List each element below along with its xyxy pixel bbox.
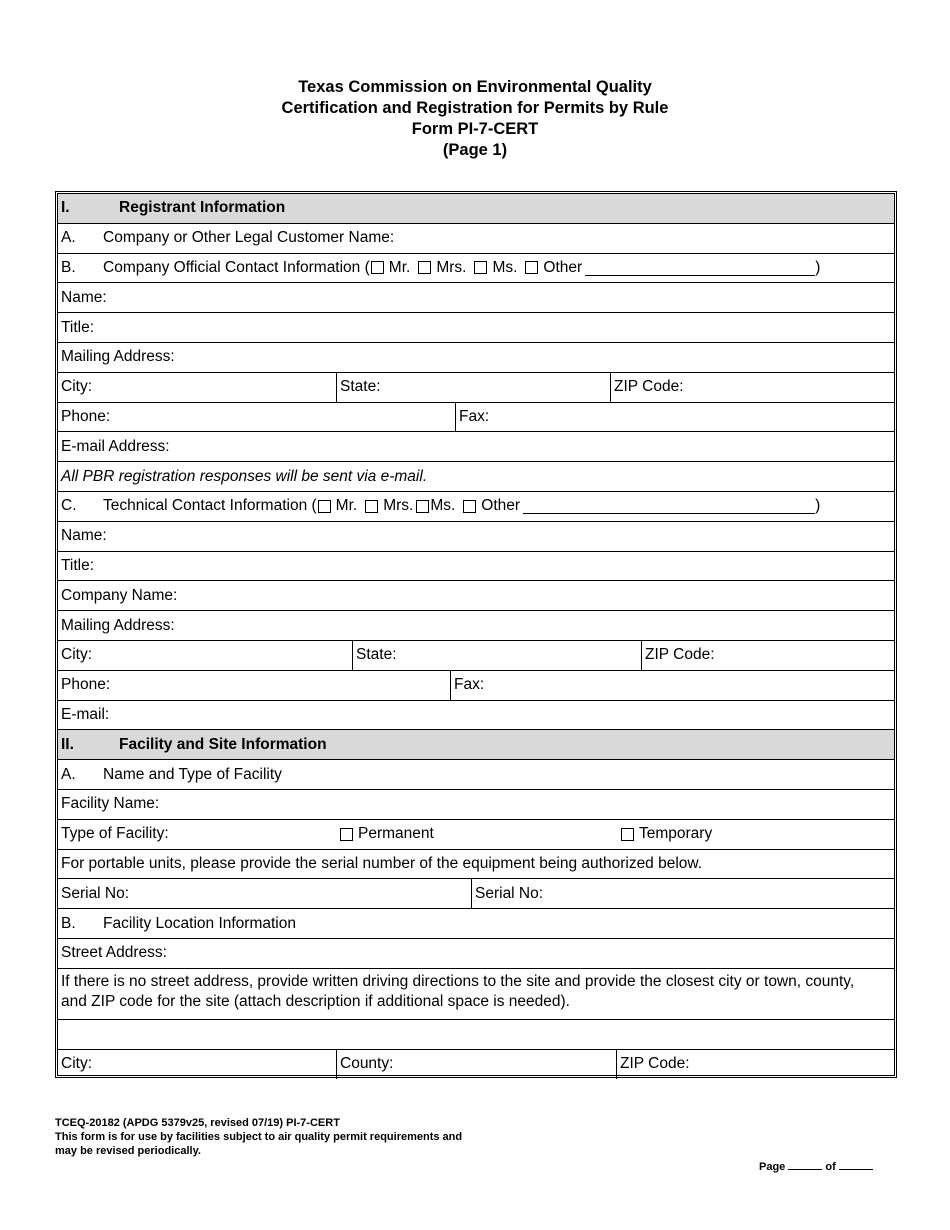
- technical-company-row[interactable]: [58, 581, 894, 611]
- email-label: E-mail Address:: [61, 437, 170, 455]
- tech-mr-label: Mr.: [335, 497, 358, 515]
- technical-title-row[interactable]: [58, 552, 894, 582]
- item-letter: B.: [61, 258, 76, 276]
- item-letter: C.: [61, 497, 77, 515]
- official-phone-fax-row: [58, 403, 894, 433]
- technical-email-row[interactable]: [58, 701, 894, 731]
- phone-field[interactable]: [58, 671, 450, 700]
- portable-note-row: [58, 850, 894, 880]
- official-contact-row: [58, 254, 894, 284]
- page-total-input[interactable]: [839, 1159, 873, 1170]
- facility-location-label: Facility Location Information: [103, 914, 296, 932]
- other-title-input[interactable]: [585, 260, 815, 276]
- company-name-label: Company Name:: [61, 586, 178, 604]
- title-label: Title:: [61, 556, 95, 574]
- name-label: Name:: [61, 288, 107, 306]
- official-city-state-zip-row: [58, 373, 894, 403]
- page-number-input[interactable]: [788, 1159, 822, 1170]
- mrs-checkbox[interactable]: [418, 261, 431, 274]
- title-label: Title:: [61, 318, 95, 336]
- state-label: State:: [340, 378, 381, 396]
- item-letter: A.: [61, 765, 76, 783]
- serial-number-label: Serial No:: [475, 884, 544, 902]
- mailing-address-label: Mailing Address:: [61, 616, 175, 634]
- zip-label: ZIP Code:: [620, 1055, 690, 1073]
- zip-label: ZIP Code:: [645, 646, 715, 664]
- agency-title: Texas Commission on Environmental Quality: [298, 78, 652, 96]
- official-email-row[interactable]: [58, 432, 894, 462]
- city-label: City:: [61, 378, 92, 396]
- tech-other-title-input[interactable]: [523, 498, 815, 514]
- city-field[interactable]: [58, 641, 352, 670]
- facility-name-type-label: Name and Type of Facility: [103, 765, 282, 783]
- street-address-label: Street Address:: [61, 944, 167, 962]
- county-label: County:: [340, 1055, 394, 1073]
- email-note-row: [58, 462, 894, 492]
- form-title: Certification and Registration for Permits by Rule: [281, 99, 669, 117]
- state-field[interactable]: [336, 373, 610, 402]
- temporary-checkbox[interactable]: [621, 828, 634, 841]
- directions-note: If there is no street address, provide written driving directions to the site and provide the closest city or town, county, and ZIP code for the site (attach description if additional space is needed).: [61, 972, 855, 1010]
- permanent-label: Permanent: [358, 825, 434, 843]
- serial-number-label: Serial No:: [61, 884, 130, 902]
- ms-label: Ms.: [492, 258, 518, 276]
- form-number: Form PI-7-CERT: [411, 120, 539, 138]
- technical-contact-label: Technical Contact Information (: [103, 497, 317, 515]
- name-label: Name:: [61, 527, 107, 545]
- site-city-county-zip-row: [58, 1050, 894, 1080]
- fax-field[interactable]: [455, 403, 894, 432]
- of-label: of: [825, 1161, 836, 1173]
- section-facility-header: [58, 730, 894, 760]
- city-label: City:: [61, 646, 92, 664]
- email-label: E-mail:: [61, 705, 110, 723]
- section-number: I.: [61, 199, 70, 217]
- technical-name-row[interactable]: [58, 522, 894, 552]
- street-address-row[interactable]: [58, 939, 894, 969]
- ms-checkbox[interactable]: [474, 261, 487, 274]
- temporary-label: Temporary: [639, 825, 713, 843]
- form-header: [0, 77, 950, 161]
- facility-type-row: [58, 820, 894, 850]
- tech-mrs-label: Mrs.: [383, 497, 414, 515]
- facility-type-label: Type of Facility:: [61, 825, 169, 843]
- serial-number-field-2[interactable]: [471, 879, 894, 908]
- item-letter: A.: [61, 229, 76, 247]
- tech-ms-checkbox[interactable]: [416, 500, 429, 513]
- other-label: Other: [543, 258, 583, 276]
- facility-name-label: Facility Name:: [61, 795, 160, 813]
- serial-number-field-1[interactable]: [58, 879, 471, 908]
- footer-note-2: may be revised periodically.: [55, 1145, 201, 1157]
- city-label: City:: [61, 1055, 92, 1073]
- registration-form: [55, 191, 897, 1078]
- facility-name-type-row: [58, 760, 894, 790]
- section-registrant-header: [58, 194, 894, 224]
- item-letter: B.: [61, 914, 76, 932]
- footer-note-1: This form is for use by facilities subject to air quality permit requirements and: [55, 1131, 463, 1143]
- city-field[interactable]: [58, 373, 336, 402]
- company-name-row[interactable]: [58, 224, 894, 254]
- close-paren: ): [815, 497, 821, 515]
- section-number: II.: [61, 735, 74, 753]
- official-title-row[interactable]: [58, 313, 894, 343]
- fax-label: Fax:: [459, 407, 490, 425]
- official-name-row[interactable]: [58, 283, 894, 313]
- official-mailing-row[interactable]: [58, 343, 894, 373]
- zip-field[interactable]: [616, 1050, 894, 1080]
- tech-other-label: Other: [481, 497, 521, 515]
- mr-label: Mr.: [388, 258, 411, 276]
- page-count: [759, 1159, 873, 1173]
- permanent-checkbox[interactable]: [340, 828, 353, 841]
- page-indicator: (Page 1): [442, 141, 508, 159]
- zip-field[interactable]: [610, 373, 894, 402]
- zip-label: ZIP Code:: [614, 378, 684, 396]
- technical-contact-row: [58, 492, 894, 522]
- technical-city-state-zip-row: [58, 641, 894, 671]
- directions-note-row: [58, 969, 894, 1020]
- fax-label: Fax:: [454, 676, 485, 694]
- phone-label: Phone:: [61, 407, 111, 425]
- email-note: All PBR registration responses will be sent via e-mail.: [61, 467, 428, 485]
- mailing-address-label: Mailing Address:: [61, 348, 175, 366]
- state-label: State:: [356, 646, 397, 664]
- directions-input-row[interactable]: [58, 1020, 894, 1050]
- form-revision: TCEQ-20182 (APDG 5379v25, revised 07/19) PI-7-CERT: [55, 1117, 340, 1129]
- facility-name-row[interactable]: [58, 790, 894, 820]
- official-contact-label: Company Official Contact Information (: [103, 258, 370, 276]
- state-field[interactable]: [352, 641, 641, 670]
- technical-phone-fax-row: [58, 671, 894, 701]
- facility-location-row: [58, 909, 894, 939]
- county-field[interactable]: [336, 1050, 616, 1080]
- fax-field[interactable]: [450, 671, 894, 700]
- tech-ms-label: Ms.: [430, 497, 456, 515]
- close-paren: ): [815, 258, 821, 276]
- form-footer: [55, 1116, 462, 1158]
- other-checkbox[interactable]: [525, 261, 538, 274]
- zip-field[interactable]: [641, 641, 894, 670]
- city-field[interactable]: [58, 1050, 336, 1080]
- tech-mr-checkbox[interactable]: [318, 500, 331, 513]
- phone-field[interactable]: [58, 403, 455, 432]
- page-label: Page: [759, 1161, 786, 1173]
- phone-label: Phone:: [61, 676, 111, 694]
- serial-number-row: [58, 879, 894, 909]
- mr-checkbox[interactable]: [371, 261, 384, 274]
- company-name-label: Company or Other Legal Customer Name:: [103, 229, 395, 247]
- technical-mailing-row[interactable]: [58, 611, 894, 641]
- section-title: Registrant Information: [119, 199, 286, 217]
- section-title: Facility and Site Information: [119, 735, 327, 753]
- tech-mrs-checkbox[interactable]: [365, 500, 378, 513]
- portable-note: For portable units, please provide the serial number of the equipment being authorized below.: [61, 854, 703, 872]
- tech-other-checkbox[interactable]: [463, 500, 476, 513]
- mrs-label: Mrs.: [436, 258, 467, 276]
